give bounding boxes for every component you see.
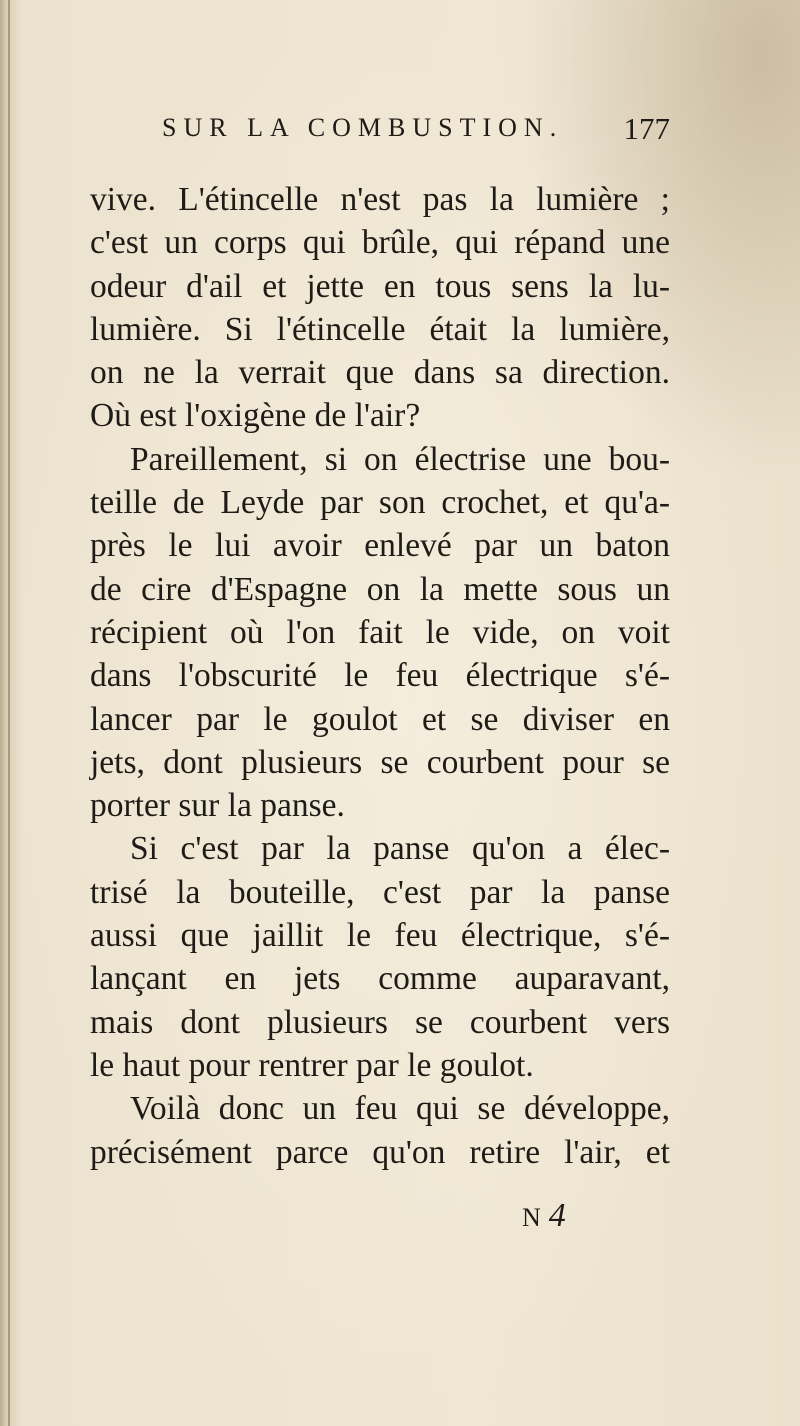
- text-line: mais dont plusieurs se courbent vers: [90, 1003, 670, 1041]
- text-line: de cire d'Espagne on la mette sous un: [90, 570, 670, 608]
- text-line: lancer par le goulot et se diviser en: [90, 700, 670, 738]
- text-line: aussi que jaillit le feu électrique, s'é-: [90, 917, 670, 955]
- page-spine-edge: [8, 0, 10, 1426]
- text-line: odeur d'ail et jette en tous sens la lu-: [90, 267, 670, 305]
- signature-number: 4: [548, 1197, 566, 1234]
- text-line: teille de Leyde par son crochet, et qu'a-: [90, 484, 670, 522]
- text-line: précisément parce qu'on retire l'air, et: [90, 1133, 670, 1171]
- text-line: Où est l'oxigène de l'air?: [90, 397, 421, 435]
- text-line: le haut pour rentrer par le goulot.: [90, 1046, 534, 1084]
- page-number: 177: [623, 111, 670, 146]
- text-line: Si c'est par la panse qu'on a élec-: [130, 830, 670, 868]
- text-line: lumière. Si l'étincelle était la lumière,: [90, 310, 670, 348]
- signature-mark: [522, 1197, 566, 1235]
- running-head: [162, 113, 670, 153]
- text-line: dans l'obscurité le feu électrique s'é-: [90, 657, 670, 695]
- running-title: SUR LA COMBUSTION.: [162, 113, 564, 142]
- signature-letter: N: [522, 1203, 541, 1232]
- text-line: Voilà donc un feu qui se développe,: [130, 1090, 670, 1128]
- text-line: trisé la bouteille, c'est par la panse: [90, 873, 670, 911]
- text-line: lançant en jets comme auparavant,: [90, 960, 670, 998]
- body-text: [90, 178, 670, 1174]
- text-line: jets, dont plusieurs se courbent pour se: [90, 743, 670, 781]
- text-line: près le lui avoir enlevé par un baton: [90, 527, 670, 565]
- text-line: porter sur la panse.: [90, 787, 345, 825]
- text-line: récipient où l'on fait le vide, on voit: [90, 613, 670, 651]
- text-line: vive. L'étincelle n'est pas la lumière ;: [90, 181, 670, 218]
- text-line: c'est un corps qui brûle, qui répand une: [90, 224, 670, 262]
- text-line: Pareillement, si on électrise une bou-: [130, 440, 670, 478]
- text-line: on ne la verrait que dans sa direction.: [90, 354, 670, 392]
